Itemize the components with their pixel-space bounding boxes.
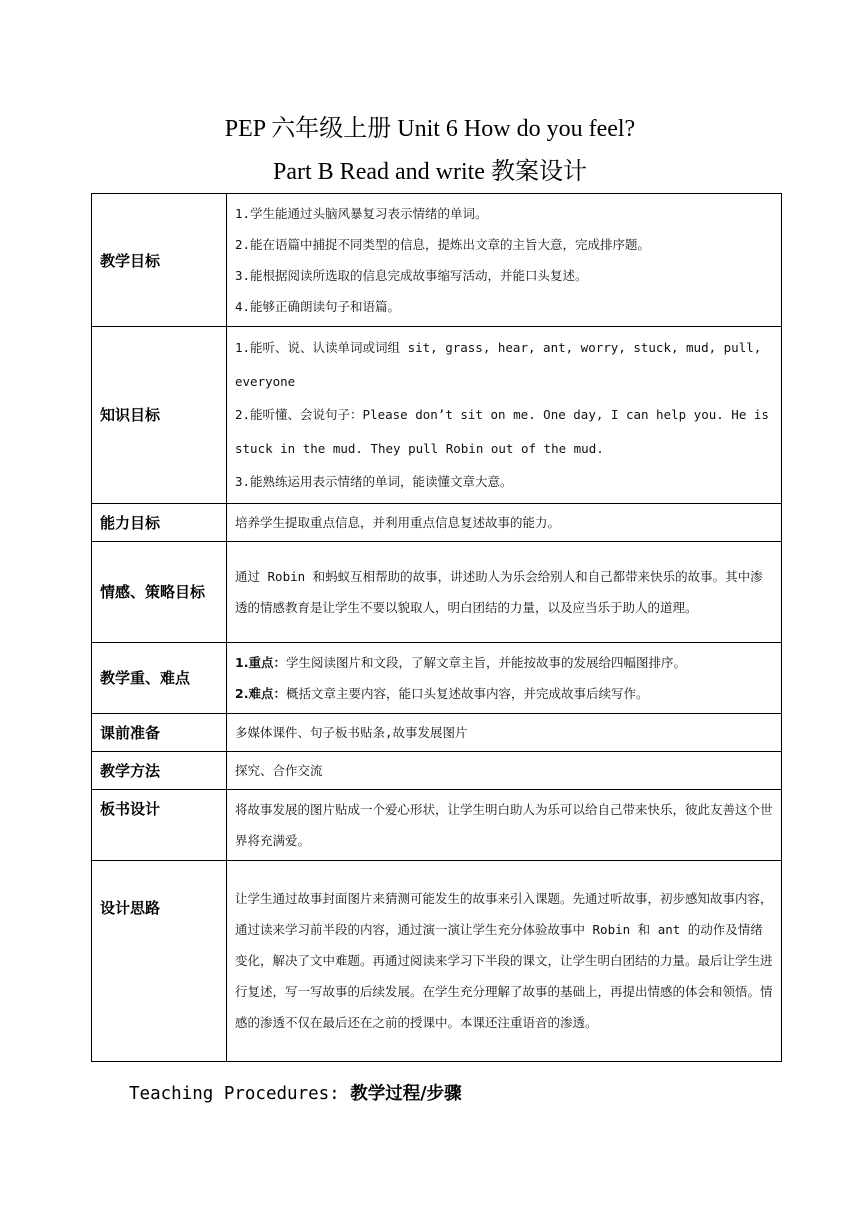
methods-text: 探究、合作交流 xyxy=(235,762,323,778)
goal-item: 3.能根据阅读所选取的信息完成故事缩写活动，并能口头复述。 xyxy=(235,268,588,283)
row-preparation xyxy=(92,713,782,751)
content-teaching-goals xyxy=(227,194,782,327)
row-emotion-goals xyxy=(92,541,782,642)
emotion-text: 通过 Robin 和蚂蚁互相帮助的故事，讲述助人为乐会给别人和自己都带来快乐的故事。其中渗透的情感教育是让学生不要以貌取人，明白团结的力量，以及应当乐于助人的道理。 xyxy=(235,568,763,615)
document-title-line-2: Part B Read and write 教案设计 xyxy=(273,159,587,185)
content-key-points xyxy=(227,642,782,713)
row-board-design xyxy=(92,789,782,860)
preparation-text: 多媒体课件、句子板书贴条,故事发展图片 xyxy=(235,724,468,740)
knowledge-item: 3.能熟练运用表示情绪的单词，能读懂文章大意。 xyxy=(235,474,513,490)
label-board-design: 板书设计 xyxy=(92,789,227,860)
lesson-plan-table xyxy=(91,193,782,1062)
difficulty-text: 概括文章主要内容，能口头复述故事内容，并完成故事后续写作。 xyxy=(285,685,649,701)
content-board-design xyxy=(227,789,782,860)
difficulty-item xyxy=(235,678,774,709)
ability-text: 培养学生提取重点信息，并利用重点信息复述故事的能力。 xyxy=(235,514,561,530)
difficulty-label: 2.难点： xyxy=(235,685,286,701)
label-key-points: 教学重、难点 xyxy=(92,642,227,713)
label-knowledge-goals: 知识目标 xyxy=(92,327,227,504)
procedures-prefix: Teaching Procedures: xyxy=(129,1084,351,1104)
label-preparation: 课前准备 xyxy=(92,713,227,751)
goal-item: 2.能在语篇中捕捉不同类型的信息，提炼出文章的主旨大意，完成排序题。 xyxy=(235,237,651,252)
content-preparation xyxy=(227,713,782,751)
row-methods xyxy=(92,751,782,789)
goal-item: 4.能够正确朗读句子和语篇。 xyxy=(235,299,401,314)
knowledge-item: 1.能听、说、认读单词或词组 sit, grass, hear, ant, worry, stuck, mud, pull, everyone xyxy=(235,340,762,389)
label-design-ideas: 设计思路 xyxy=(92,860,227,1061)
key-point-label: 1.重点： xyxy=(235,654,286,670)
row-teaching-goals xyxy=(92,194,782,327)
label-emotion-goals: 情感、策略目标 xyxy=(92,541,227,642)
key-point-text: 学生阅读图片和文段，了解文章主旨，并能按故事的发展给四幅图排序。 xyxy=(285,654,686,670)
content-ability-goals xyxy=(227,503,782,541)
document-title-line-1: PEP 六年级上册 Unit 6 How do you feel? xyxy=(224,116,636,142)
row-ability-goals xyxy=(92,503,782,541)
key-point-item xyxy=(235,647,774,678)
row-key-points xyxy=(92,642,782,713)
teaching-procedures-heading xyxy=(129,1080,462,1105)
content-emotion-goals xyxy=(227,541,782,642)
board-design-text: 将故事发展的图片贴成一个爱心形状，让学生明白助人为乐可以给自己带来快乐，彼此友善这个世界将充满爱。 xyxy=(235,801,773,848)
label-teaching-goals: 教学目标 xyxy=(92,194,227,327)
label-methods: 教学方法 xyxy=(92,751,227,789)
row-design-ideas xyxy=(92,860,782,1061)
label-ability-goals: 能力目标 xyxy=(92,503,227,541)
procedures-title: 教学过程/步骤 xyxy=(350,1084,462,1104)
content-methods xyxy=(227,751,782,789)
content-design-ideas xyxy=(227,860,782,1061)
design-ideas-text: 让学生通过故事封面图片来猜测可能发生的故事来引入课题。先通过听故事，初步感知故事内容，通过读来学习前半段的内容，通过演一演让学生充分体验故事中 Robin 和 ant 的动作及情绪变化，解决了文中难题。再通过阅读来学习下半段的课文，让学生明白团结的力量。最后让学生进行复述，写一写故事的后续发展。在学生充分理解了故事的基础上，再提出情感的体会和领悟。情感的渗透不仅在最后还在之前的授课中。本课还注重语音的渗透。 xyxy=(235,891,773,1031)
goal-item: 1.学生能通过头脑风暴复习表示情绪的单词。 xyxy=(235,206,488,221)
content-knowledge-goals xyxy=(227,327,782,504)
row-knowledge-goals xyxy=(92,327,782,504)
knowledge-item: 2.能听懂、会说句子：Please don’t sit on me. One day, I can help you. He is stuck in the mud. They pull Robin out of the mud. xyxy=(235,407,769,456)
